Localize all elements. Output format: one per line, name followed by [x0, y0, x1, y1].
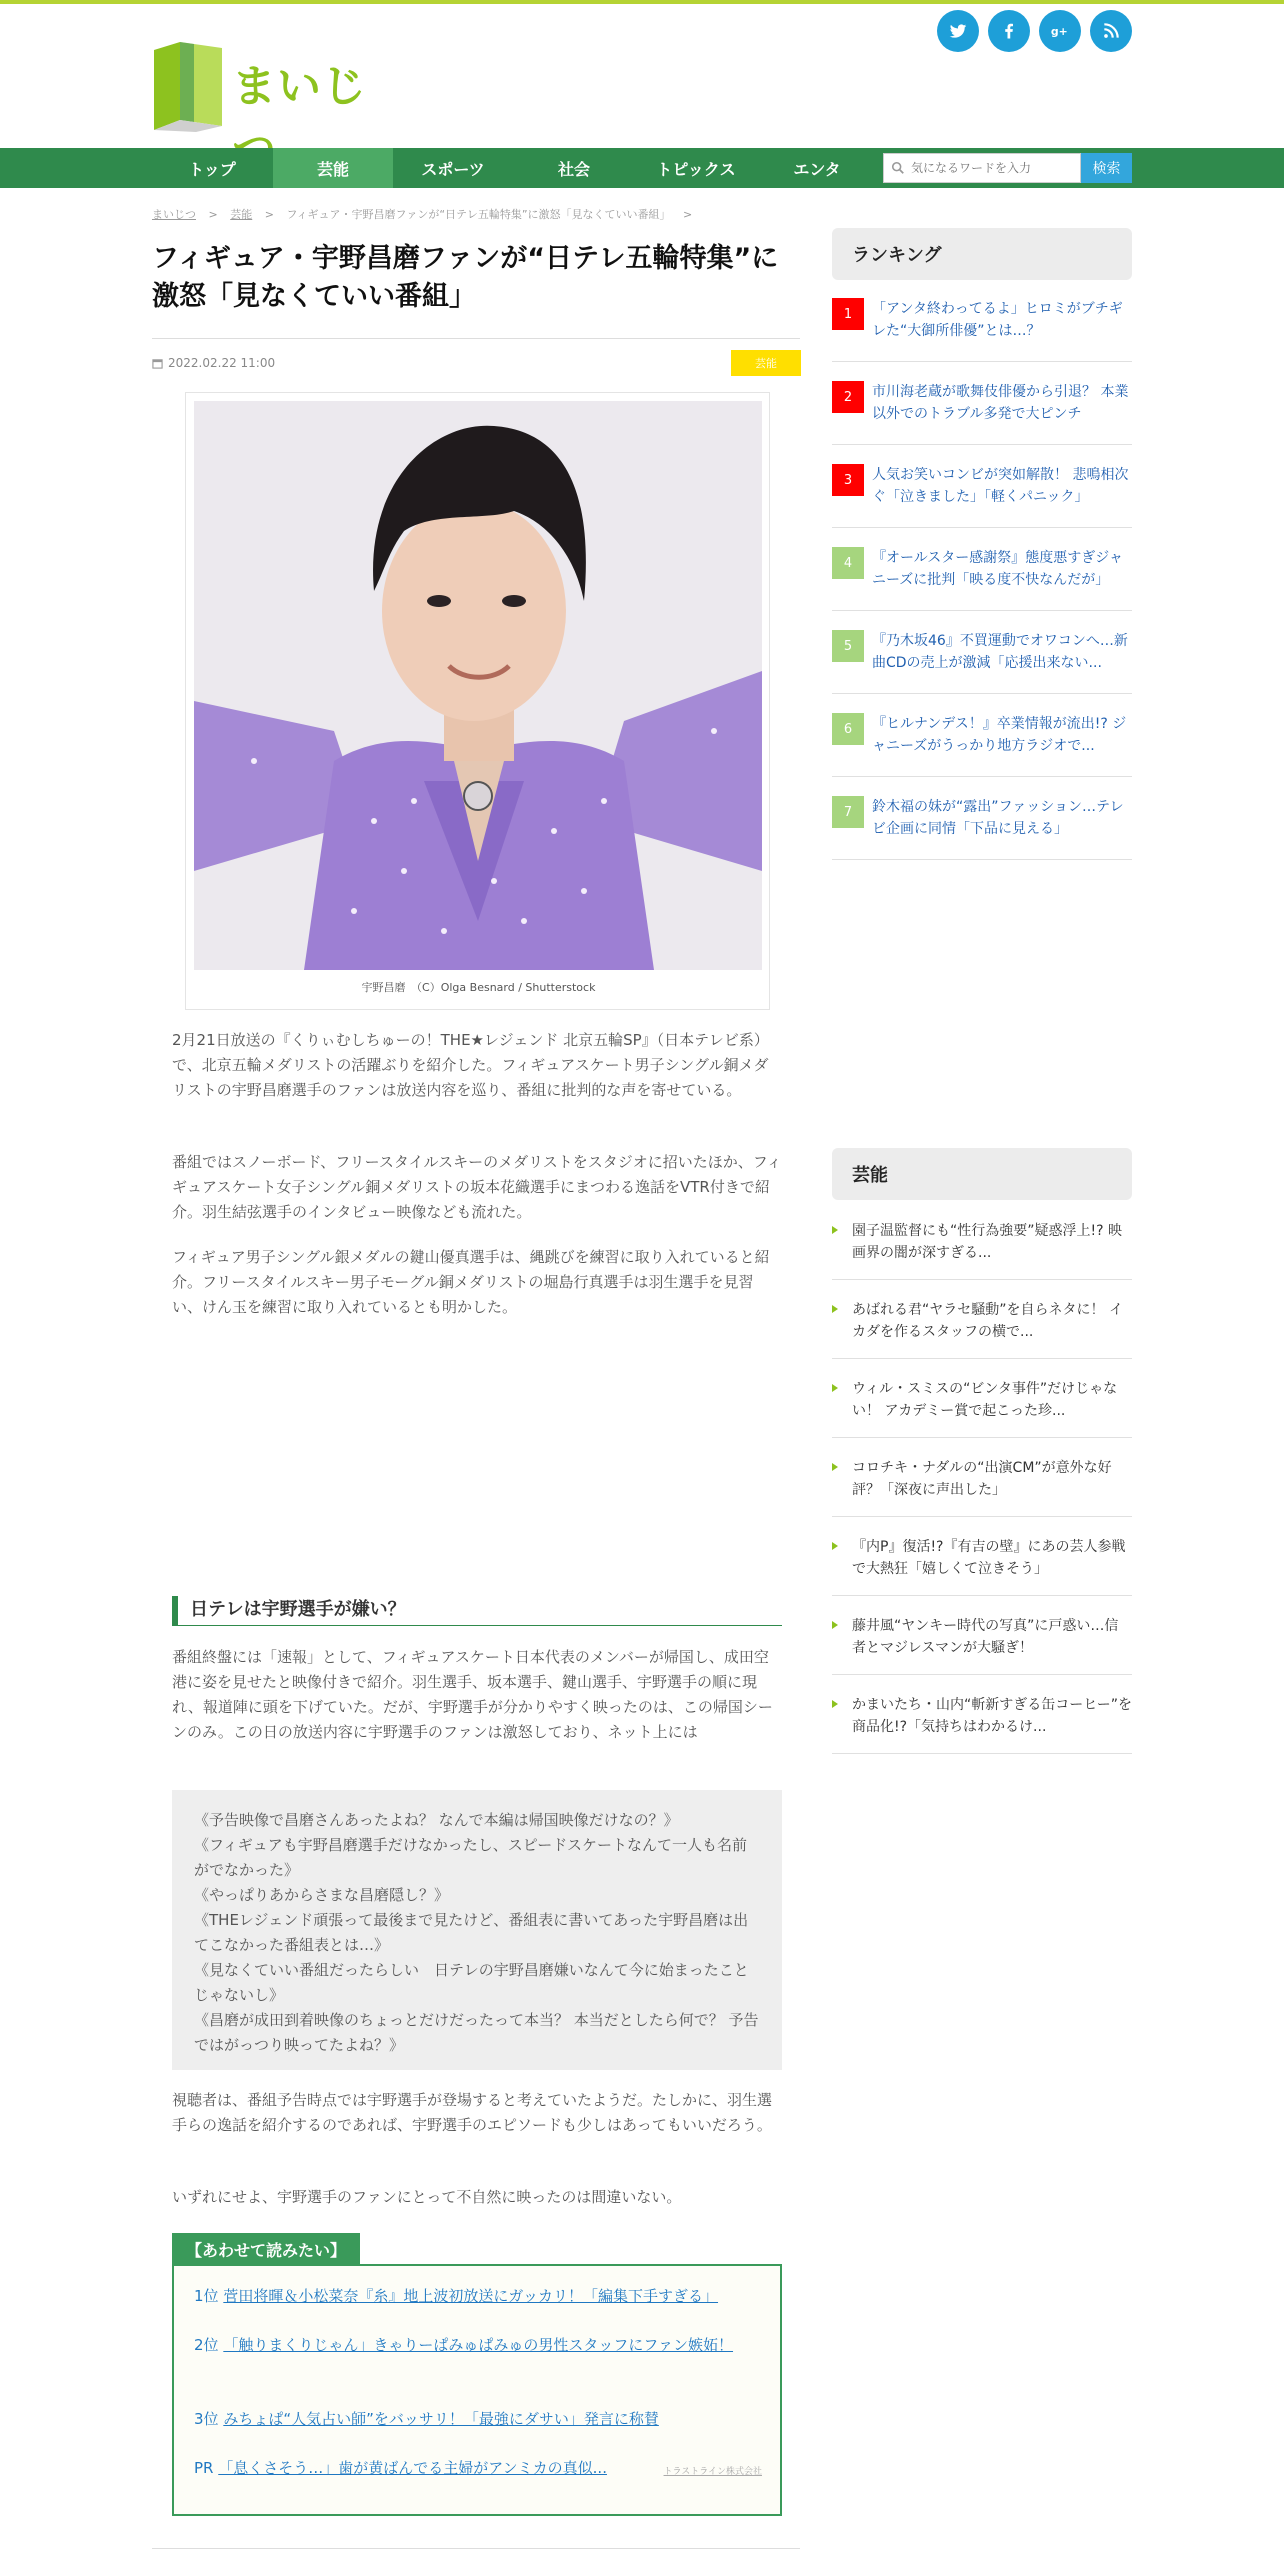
ranking-item[interactable] — [832, 713, 1132, 777]
article-paragraph: 視聴者は、番組予告時点では宇野選手が登場すると考えていたようだ。たしかに、羽生選手らの逸話を紹介するのであれば、宇野選手のエピソードも少しはあってもいいだろう。 — [172, 2091, 773, 2134]
nav-society[interactable]: 社会 — [557, 159, 590, 179]
arrow-right-icon — [832, 1384, 838, 1392]
nav-topics[interactable]: トピックス — [656, 159, 736, 179]
rank-number: 2 — [832, 381, 864, 413]
logo-book-icon — [150, 40, 226, 132]
geino-title: かまいたち・山内“斬新すぎる缶コーヒー”を商品化!?「気持ちはわかるけ... — [852, 1697, 1132, 1735]
ranking-title: 鈴木福の妹が“露出”ファッション…テレビ企画に同情「下品に見える」 — [872, 799, 1124, 837]
search-field — [883, 153, 1081, 183]
article-title: フィギュア・宇野昌磨ファンが“日テレ五輪特集”に激怒「見なくていい番組」 — [152, 243, 779, 312]
ranking-item[interactable] — [832, 796, 1132, 860]
ranking-title: 人気お笑いコンビが突如解散！ 悲鳴相次ぐ「泣きました」「軽くパニック」 — [872, 467, 1129, 505]
ranking-title: 『ヒルナンデス！』卒業情報が流出!? ジャニーズがうっかり地方ラジオで... — [872, 716, 1127, 754]
related-item — [194, 2456, 654, 2481]
google-plus-button[interactable] — [1039, 10, 1081, 52]
ranking-title: 「アンタ終わってるよ」ヒロミがブチギレた“大御所俳優”とは…？ — [872, 301, 1123, 339]
article-paragraph: 2月21日放送の『くりぃむしちゅーの！THE★レジェンド 北京五輪SP』（日本テレビ系）で、北京五輪メダリストの活躍ぶりを紹介した。フィギュアスケート男子シングル銅メダリストの宇野昌磨選手のファンは放送内容を巡り、番組に批判的な声を寄せている。 — [172, 1031, 769, 1099]
sponsor-link[interactable]: トラストライン株式会社 — [663, 2467, 762, 2477]
ranking-item[interactable] — [832, 630, 1132, 694]
article-paragraph: いずれにせよ、宇野選手のファンにとって不自然に映ったのは間違いない。 — [172, 2188, 682, 2206]
related-link[interactable]: みちょぱ“人気占い師”をバッサリ！「最強にダサい」発言に称賛 — [223, 2410, 659, 2428]
arrow-right-icon — [832, 1542, 838, 1550]
article-photo — [194, 401, 762, 970]
ranking-item[interactable] — [832, 547, 1132, 611]
rss-icon — [1101, 21, 1121, 41]
related-item — [194, 2407, 754, 2432]
ranking-title: 市川海老蔵が歌舞伎俳優から引退？ 本業以外でのトラブル多発で大ピンチ — [872, 384, 1129, 422]
breadcrumb-separator: > — [208, 208, 218, 221]
quote-line: 《見なくていい番組だったらしい 日テレの宇野昌磨嫌いなんて今に始まったことじゃないし》 — [194, 1961, 749, 2004]
search-input[interactable] — [911, 161, 1079, 175]
related-box — [172, 2264, 782, 2516]
nav-enta[interactable]: エンタ — [793, 159, 841, 179]
related-rank: PR — [194, 2459, 219, 2477]
ranking-title: 『オールスター感謝祭』態度悪すぎジャニーズに批判「映る度不快なんだが」 — [872, 550, 1124, 588]
related-label: 【あわせて読みたい】 — [172, 2233, 360, 2265]
related-rank: 2位 — [194, 2336, 224, 2354]
site-logo[interactable] — [150, 36, 390, 136]
ranking-item[interactable] — [832, 464, 1132, 528]
geino-item[interactable] — [832, 1457, 1132, 1517]
related-item — [194, 2284, 754, 2309]
breadcrumb — [152, 206, 701, 222]
arrow-right-icon — [832, 1700, 838, 1708]
ranking-heading: ランキング — [832, 228, 1132, 280]
geino-item[interactable] — [832, 1615, 1132, 1675]
related-item — [194, 2333, 754, 2358]
breadcrumb-category[interactable]: 芸能 — [230, 208, 253, 221]
quote-block — [172, 1790, 782, 2070]
geino-item[interactable] — [832, 1694, 1132, 1754]
site-header — [0, 4, 1284, 148]
geino-item[interactable] — [832, 1536, 1132, 1596]
main-nav — [0, 148, 1284, 188]
nav-sports[interactable]: スポーツ — [421, 159, 485, 179]
twitter-button[interactable] — [937, 10, 979, 52]
geino-title: 園子温監督にも“性行為強要”疑惑浮上!? 映画界の闇が深すぎる... — [852, 1223, 1122, 1261]
breadcrumb-separator: > — [683, 208, 693, 221]
article-bottom-divider — [152, 2548, 800, 2549]
arrow-right-icon — [832, 1226, 838, 1234]
quote-line: 《やっぱりあからさまな昌磨隠し？》 — [194, 1886, 450, 1904]
geino-title: あばれる君“ヤラセ騒動”を自らネタに！ イカダを作るスタッフの横で... — [852, 1302, 1123, 1340]
rank-number: 7 — [832, 796, 864, 828]
related-link[interactable]: 菅田将暉＆小松菜奈『糸』地上波初放送にガッカリ！「編集下手すぎる」 — [223, 2287, 719, 2305]
photo-caption: 宇野昌磨 （C）Olga Besnard / Shutterstock — [361, 981, 596, 994]
title-divider — [152, 338, 800, 339]
geino-item[interactable] — [832, 1299, 1132, 1359]
ranking-item[interactable] — [832, 298, 1132, 362]
search-icon — [891, 161, 905, 175]
nav-geino[interactable]: 芸能 — [273, 148, 393, 188]
geino-title: コロチキ・ナダルの“出演CM”が意外な好評？「深夜に声出した」 — [852, 1460, 1112, 1498]
geino-item[interactable] — [832, 1220, 1132, 1280]
category-badge[interactable]: 芸能 — [731, 350, 801, 376]
article-date-text: 2022.02.22 11:00 — [168, 356, 276, 370]
svg-text:g+: g+ — [1050, 25, 1068, 39]
article-paragraph: 番組終盤には「速報」として、フィギュアスケート日本代表のメンバーが帰国し、成田空港に姿を見せたと映像付きで紹介。羽生選手、坂本選手、鍵山選手、宇野選手の順に現れ、報道陣に頭を下げていた。だが、宇野選手が分かりやすく映ったのは、この帰国シーンのみ。この日の放送内容に宇野選手のファンは激怒しており、ネット上には — [172, 1648, 773, 1741]
geino-title: ウィル・スミスの“ビンタ事件”だけじゃない！ アカデミー賞で起こった珍... — [852, 1381, 1118, 1419]
skater-photo-illustration — [194, 401, 762, 970]
article-date — [152, 356, 275, 370]
related-link[interactable]: 「息くさそう…」歯が黄ばんでる主婦がアンミカの真似... — [218, 2459, 607, 2477]
related-link[interactable]: 「触りまくりじゃん」きゃりーぱみゅぱみゅの男性スタッフにファン嫉妬！ — [223, 2336, 734, 2354]
geino-title: 『内P』復活!?『有吉の壁』にあの芸人参戦で大熱狂「嬉しくて泣きそう」 — [852, 1539, 1126, 1577]
geino-title: 藤井風“ヤンキー時代の写真”に戸惑い…信者とマジレスマンが大騒ぎ！ — [852, 1618, 1119, 1656]
breadcrumb-home[interactable]: まいじつ — [152, 208, 196, 221]
nav-top[interactable]: トップ — [188, 159, 236, 179]
breadcrumb-separator: > — [264, 208, 274, 221]
rank-number: 1 — [832, 298, 864, 330]
ranking-title: 『乃木坂46』不買運動でオワコンへ…新曲CDの売上が激減「応援出来ない... — [872, 633, 1128, 671]
logo-text: まいじ — [232, 61, 367, 112]
geino-heading: 芸能 — [832, 1148, 1132, 1200]
breadcrumb-current: フィギュア・宇野昌磨ファンが“日テレ五輪特集”に激怒「見なくていい番組」 — [286, 208, 671, 221]
article-paragraph: 番組ではスノーボード、フリースタイルスキーのメダリストをスタジオに招いたほか、フィギュアスケート女子シングル銅メダリストの坂本花織選手にまつわる逸話をVTR付きで紹介。羽生結弦選手のインタビュー映像なども流れた。 — [172, 1153, 782, 1221]
calendar-icon — [152, 358, 163, 369]
rss-button[interactable] — [1090, 10, 1132, 52]
rank-number: 4 — [832, 547, 864, 579]
facebook-button[interactable] — [988, 10, 1030, 52]
section-heading: 日テレは宇野選手が嫌い？ — [172, 1596, 782, 1626]
quote-line: 《予告映像で昌磨さんあったよね？ なんで本編は帰国映像だけなの？》 — [194, 1811, 679, 1829]
article-paragraph: フィギュア男子シングル銀メダルの鍵山優真選手は、縄跳びを練習に取り入れていると紹介。フリースタイルスキー男子モーグル銅メダリストの堀島行真選手は羽生選手を見習い、けん玉を練習に取り入れているとも明かした。 — [172, 1248, 770, 1316]
facebook-icon — [999, 21, 1019, 41]
arrow-right-icon — [832, 1621, 838, 1629]
rank-number: 5 — [832, 630, 864, 662]
related-rank: 3位 — [194, 2410, 224, 2428]
rank-number: 3 — [832, 464, 864, 496]
quote-line: 《フィギュアも宇野昌磨選手だけなかったし、スピードスケートなんて一人も名前がでなかった》 — [194, 1836, 748, 1879]
arrow-right-icon — [832, 1305, 838, 1313]
related-rank: 1位 — [194, 2287, 224, 2305]
google-plus-icon — [1050, 21, 1070, 41]
rank-number: 6 — [832, 713, 864, 745]
twitter-icon — [948, 21, 968, 41]
quote-line: 《昌磨が成田到着映像のちょっとだけだったって本当？ 本当だとしたら何で？ 予告ではがっつり映ってたよね？》 — [194, 2011, 759, 2054]
search-button[interactable]: 検索 — [1081, 153, 1132, 183]
arrow-right-icon — [832, 1463, 838, 1471]
quote-line: 《THEレジェンド頑張って最後まで見たけど、番組表に書いてあった宇野昌磨は出てこなかった番組表とは…》 — [194, 1911, 749, 1954]
article-photo-frame — [185, 392, 770, 1010]
ranking-item[interactable] — [832, 381, 1132, 445]
geino-item[interactable] — [832, 1378, 1132, 1438]
